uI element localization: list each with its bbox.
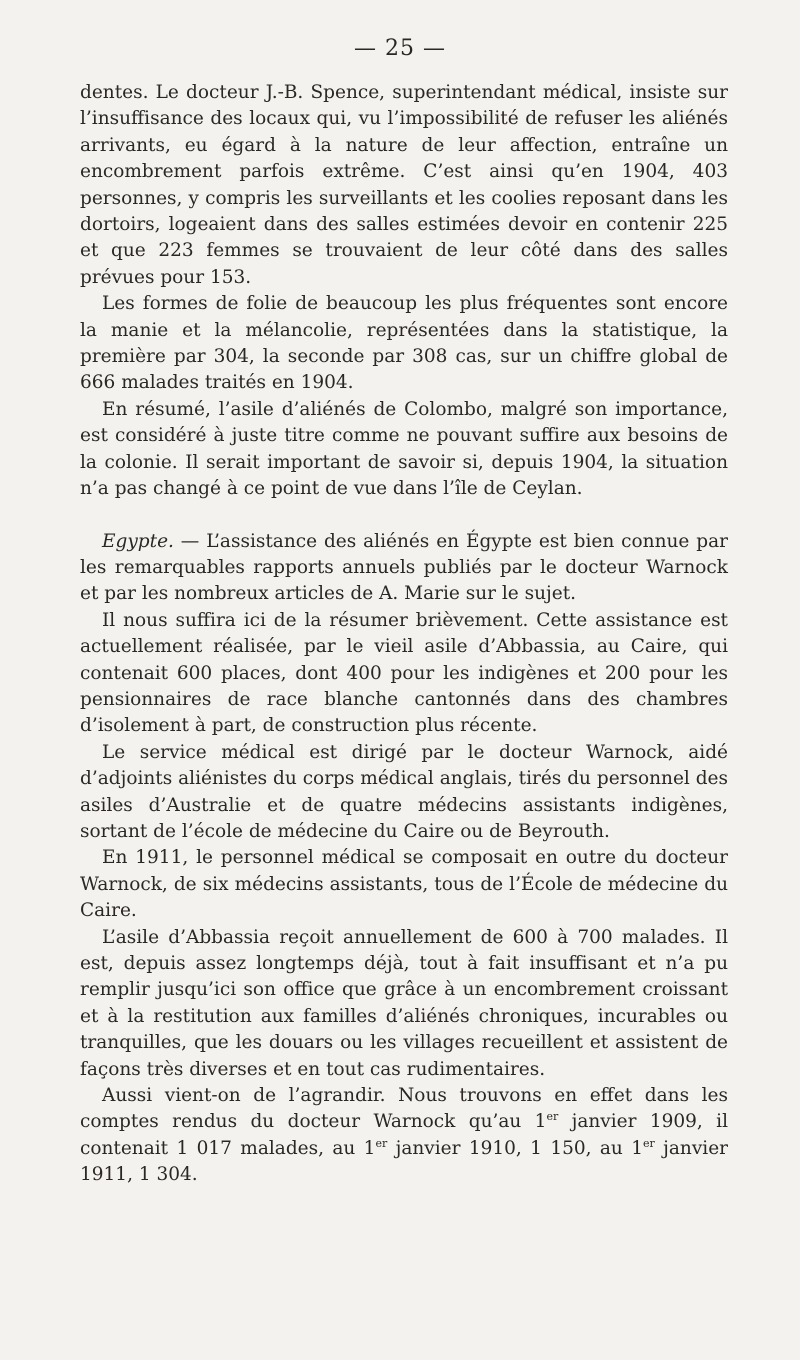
paragraph-annual-admissions: L’asile d’Abbassia reçoit annuellement de 600 à 700 malades. Il est, depuis assez longtemps déjà, tout à fait insuffisant et n’a pu remplir jusqu’ici son office que grâce à un encombrement croissant et à la restitution aux familles d’aliénés chroniques, incurables ou tranquilles, que les douars ou les villages recueillent et assistent de façons très diverses et en tout cas rudimentaires. (80, 926, 728, 1080)
paragraph-summary-colombo: En résumé, l’asile d’aliénés de Colombo, malgré son importance, est considéré à juste titre comme ne pouvant suffire aux besoins de la colonie. Il serait important de savoir si, depuis 1904, la situation n’a pas changé à ce point de vue dans l’île de Ceylan. (80, 398, 728, 500)
enlargement-text-1: Aussi vient-on de l’agrandir. Nous trouvons en effet dans les comptes rendus du docteur Warnock qu’au 1 (80, 1085, 728, 1133)
enlargement-text-4: janvier 1911, 1 304. (80, 1137, 728, 1186)
body-text (80, 80, 728, 1189)
paragraph-forms-of-madness: Les formes de folie de beaucoup les plus fréquentes sont encore la manie et la mélancolie, représentées dans la statistique, la première par 304, la seconde par 308 cas, sur un chiffre global de 666 malades traités en 1904. (80, 293, 728, 394)
egypt-intro-text: — L’assistance des aliénés en Égypte est bien connue par les remarquables rapports annuels publiés par le docteur Warnock et par les nombreux articles de A. Marie sur le sujet. (80, 530, 728, 605)
paragraph-staff-1911: En 1911, le personnel médical se composait en outre du docteur Warnock, de six médecins assistants, tous de l’École de médecine du Caire. (80, 847, 728, 922)
enlargement-text-3: janvier 1910, 1 150, au 1 (387, 1137, 643, 1159)
page-number: — 25 — (354, 36, 446, 61)
paragraph-egypt-intro (80, 529, 728, 608)
ordinal-suffix: er (375, 1136, 388, 1150)
ordinal-suffix: er (643, 1136, 655, 1150)
enlargement-text-2: janvier 1909, il contenait 1 017 malades, au 1 (80, 1111, 729, 1159)
paragraph-abbassia-summary: Il nous suffira ici de la résumer brièvement. Cette assistance est actuellement réalisée, par le vieil asile d’Abbassia, au Caire, qui contenait 600 places, dont 400 pour les indigènes et 200 pour les pensionnaires de race blanche cantonnés dans des chambres d’isolement à part, de construction plus récente. (80, 609, 728, 737)
paragraph-enlargement (80, 1083, 728, 1189)
section-title-egypt: Egypte. (102, 530, 174, 552)
paragraph-medical-service: Le service médical est dirigé par le docteur Warnock, aidé d’adjoints aliénistes du corps médical anglais, tirés du personnel des asiles d’Australie et de quatre médecins assistants indigènes, sortant de l’école de médecine du Caire ou de Beyrouth. (80, 741, 728, 842)
paragraph-spence: dentes. Le docteur J.-B. Spence, superintendant médical, insiste sur l’insuffisance des locaux qui, vu l’impossibilité de refuser les aliénés arrivants, eu égard à la nature de leur affection, entraîne un encombrement parfois extrême. C’est ainsi qu’en 1904, 403 personnes, y compris les surveillants et les coolies reposant dans les dortoirs, logeaient dans des salles estimées devoir en contenir 225 et que 223 femmes se trouvaient de leur côté dans des salles prévues pour 153. (80, 82, 728, 288)
ordinal-suffix: er (546, 1110, 559, 1124)
